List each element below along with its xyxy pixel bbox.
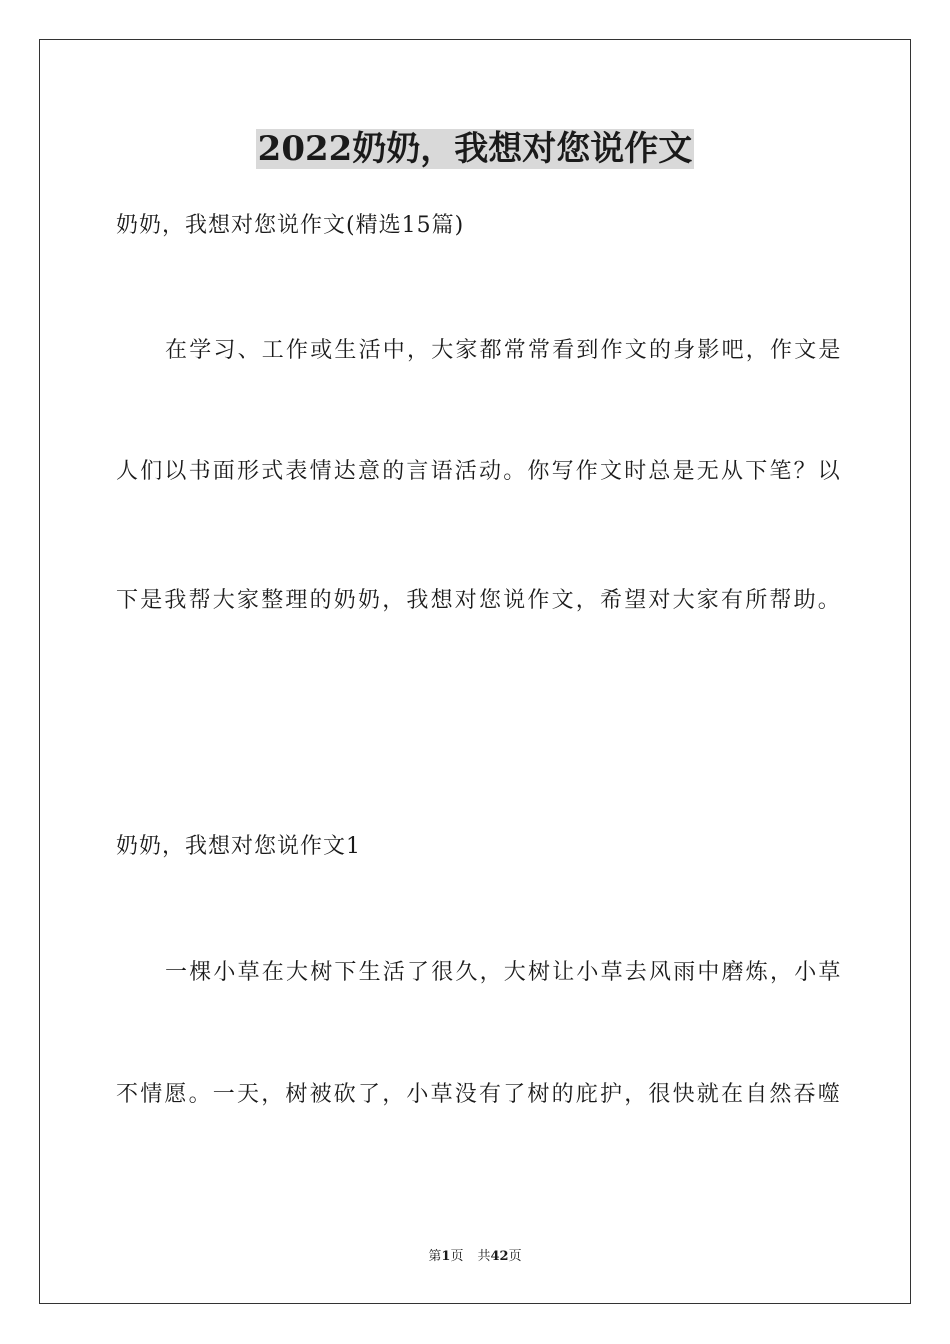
document-title-text: 2022奶奶，我想对您说作文 [257, 129, 693, 169]
section-line-2: 不情愿。一天，树被砍了，小草没有了树的庇护，很快就在自然吞噬 [116, 1082, 843, 1107]
footer-total-prefix: 共 [477, 1249, 491, 1264]
footer-total-suffix: 页 [508, 1249, 522, 1264]
document-title [0, 128, 950, 170]
section-heading: 奶奶，我想对您说作文1 [116, 834, 361, 859]
page-footer [0, 1248, 950, 1266]
intro-line-3: 下是我帮大家整理的奶奶，我想对您说作文，希望对大家有所帮助。 [116, 588, 843, 613]
intro-line-1: 在学习、工作或生活中，大家都常常看到作文的身影吧，作文是 [165, 338, 843, 363]
intro-line-2: 人们以书面形式表情达意的言语活动。你写作文时总是无从下笔？以 [116, 459, 843, 484]
footer-page-suffix: 页 [450, 1249, 464, 1264]
document-subtitle: 奶奶，我想对您说作文(精选15篇) [116, 213, 465, 238]
footer-page-prefix: 第 [428, 1249, 442, 1264]
footer-page-current: 1 [441, 1249, 451, 1264]
footer-page-total: 42 [490, 1249, 509, 1264]
section-line-1: 一棵小草在大树下生活了很久，大树让小草去风雨中磨炼，小草 [165, 960, 843, 985]
